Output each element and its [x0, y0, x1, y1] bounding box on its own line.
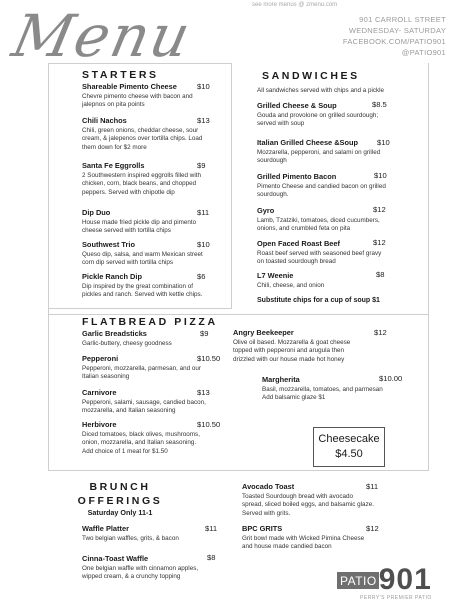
cheesecake-label: Cheesecake	[318, 433, 380, 445]
sandwich-3-price: $10	[374, 171, 387, 180]
flatbread-heading: FLATBREAD PIZZA	[82, 316, 218, 328]
starter-1-name: Shareable Pimento Cheese	[82, 82, 177, 91]
watermark-text: see more menus @ zmenu.com	[252, 2, 338, 8]
flatbread-right-border	[428, 314, 429, 470]
sandwich-4-desc: Lamb, Tzatziki, tomatoes, diced cucumbers, onions, and crumbled feta on pita	[257, 217, 380, 233]
starter-3-name: Santa Fe Eggrolls	[82, 161, 145, 170]
starter-2-name: Chili Nachos	[82, 116, 127, 125]
flatbread-2-price: $10.50	[197, 354, 221, 363]
sandwich-6-name: L7 Weenie	[257, 271, 294, 280]
flatbread-6-name: Margherita	[262, 375, 300, 384]
sandwich-6-price: $8	[376, 270, 385, 279]
flatbread-3-price: $13	[197, 388, 210, 397]
starter-5-name: Southwest Trio	[82, 240, 135, 249]
starter-1-desc: Chevre pimento cheese with bacon and jalepnos on pita points	[82, 93, 193, 109]
flatbread-5-price: $12	[374, 328, 387, 337]
flatbread-top-divider	[48, 314, 429, 315]
brunch-2-name: Cinna-Toast Waffle	[82, 554, 149, 563]
starter-4-desc: House made fried pickle dip and pimento cheese served with tortilla chips	[82, 219, 197, 235]
sandwiches-note: All sandwiches served with chips and a pickle	[257, 87, 385, 94]
brunch-heading-line-2: OFFERINGS	[77, 495, 163, 507]
flatbread-3-name: Carnivore	[82, 388, 117, 397]
brunch-3-desc: Toasted Sourdough bread with avocado spread, sliced boiled eggs, and balsamic glaze. Served with grits.	[242, 493, 374, 517]
starter-2-desc: Chili, green onions, cheddar cheese, sour cream, & jalepenos over tortilla chips. Load them down for $2 more	[82, 127, 203, 151]
sandwich-2-price: $10	[377, 138, 390, 147]
sandwich-4-name: Gyro	[257, 206, 275, 215]
flatbread-6-price: $10.00	[379, 374, 403, 383]
flatbread-1-price: $9	[200, 329, 209, 338]
flatbread-4-price: $10.50	[197, 420, 221, 429]
flatbread-1-desc: Garlic-buttery, cheesy goodness	[82, 340, 172, 347]
sandwich-6-desc: Chili, cheese, and onion	[257, 282, 325, 289]
flatbread-4-name: Herbivore	[82, 420, 117, 429]
flatbread-1-name: Garlic Breadsticks	[82, 329, 147, 338]
sandwich-5-price: $12	[373, 238, 386, 247]
sandwich-3-name: Grilled Pimento Bacon	[257, 172, 337, 181]
sandwich-1-price: $8.5	[372, 100, 387, 109]
brunch-heading-line-1: BRUNCH	[89, 481, 151, 493]
menu-script-title: Menu	[6, 2, 198, 70]
address-line-1: 901 CARROLL STREET	[359, 15, 446, 24]
flatbread-2-desc: Pepperoni, mozzarella, parmesan, and our Italian seasoning	[82, 365, 202, 381]
flatbread-3-desc: Pepperoni, salami, sausage, candied bacon, mozzarella, and Italian seasoning	[82, 399, 206, 415]
starter-5-price: $10	[197, 240, 210, 249]
sandwich-4-price: $12	[373, 205, 386, 214]
address-line-2: WEDNESDAY- SATURDAY	[348, 26, 446, 35]
sandwich-1-name: Grilled Cheese & Soup	[257, 101, 337, 110]
brunch-4-desc: Grit bowl made with Wicked Pimina Cheese and house made candied bacon	[242, 535, 365, 551]
starter-3-desc: 2 Southwestern inspired eggrolls filled with chicken, corn, black beans, and chopped peppers. Served with chipotle dip	[82, 172, 202, 196]
brunch-subtitle: Saturday Only 11-1	[87, 508, 153, 517]
cheesecake-badge	[313, 427, 385, 467]
brunch-3-price: $11	[366, 482, 379, 491]
brunch-1-price: $11	[205, 524, 218, 533]
logo-patio-text: PATIO	[337, 572, 379, 589]
flatbread-5-name: Angry Beekeeper	[233, 328, 294, 337]
starter-6-desc: Dip inspired by the great combination of pickles and ranch. Served with kettle chips.	[82, 283, 203, 299]
brunch-4-name: BPC GRITS	[242, 524, 283, 533]
starter-6-price: $6	[197, 272, 206, 281]
brunch-2-desc: One belgian waffle with cinnamon apples, wipped cream, & a crunchy topping	[82, 565, 199, 581]
logo-tagline: PERRY'S PREMIER PATIO	[360, 595, 432, 601]
sandwiches-heading: SANDWICHES	[262, 70, 360, 82]
patio901-logo	[337, 563, 432, 601]
substitute-note: Substitute chips for a cup of soup $1	[257, 297, 380, 304]
logo-number-text: 901	[378, 563, 432, 596]
starter-6-name: Pickle Ranch Dip	[82, 272, 142, 281]
flatbread-left-border	[48, 309, 49, 470]
sandwich-3-desc: Pimento Cheese and candied bacon on grilled sourdough.	[257, 183, 386, 199]
flatbread-6-desc: Basil, mozzarella, tomatoes, and parmesan Add balsamic glaze $1	[262, 386, 383, 402]
cheesecake-price: $4.50	[335, 448, 363, 460]
sandwich-5-name: Open Faced Roast Beef	[257, 239, 340, 248]
brunch-top-divider	[48, 470, 429, 471]
sandwich-5-desc: Roast beef served with seasoned beef gravy on toasted sourdough bread	[257, 250, 382, 266]
brunch-1-name: Waffle Platter	[82, 524, 129, 533]
flatbread-2-name: Pepperoni	[82, 354, 119, 363]
address-line-3: FACEBOOK.COM/PATIO901	[342, 37, 446, 46]
sandwich-1-desc: Gouda and provolone on grilled sourdough; served with soup	[257, 112, 379, 128]
starter-2-price: $13	[197, 116, 210, 125]
address-line-4: @PATIO901	[401, 48, 446, 57]
brunch-4-price: $12	[366, 524, 379, 533]
flatbread-4-desc: Diced tomatoes, black olives, mushrooms, onion, mozzarella, and Italian seasoning. Add choice of 1 meat for $1.50	[82, 431, 200, 455]
starters-heading: STARTERS	[82, 69, 159, 81]
starter-4-price: $11	[197, 208, 210, 217]
starter-1-price: $10	[197, 82, 210, 91]
starter-5-desc: Queso dip, salsa, and warm Mexican street corn dip served with tortilla chips	[82, 251, 203, 267]
starter-3-price: $9	[197, 161, 206, 170]
right-border	[428, 63, 429, 315]
brunch-1-desc: Two belgian waffles, grits, & bacon	[82, 535, 179, 542]
flatbread-5-desc: Olive oil based. Mozzarella & goat cheese topped with pepperoni and arugula then drizzled with our house made hot honey	[233, 339, 351, 363]
starter-4-name: Dip Duo	[82, 208, 111, 217]
sandwich-2-desc: Mozzarella, pepperoni, and salami on grilled sourdough	[257, 149, 381, 165]
sandwich-2-name: Italian Grilled Cheese &Soup	[257, 138, 359, 147]
brunch-3-name: Avocado Toast	[242, 482, 295, 491]
brunch-2-price: $8	[207, 553, 216, 562]
